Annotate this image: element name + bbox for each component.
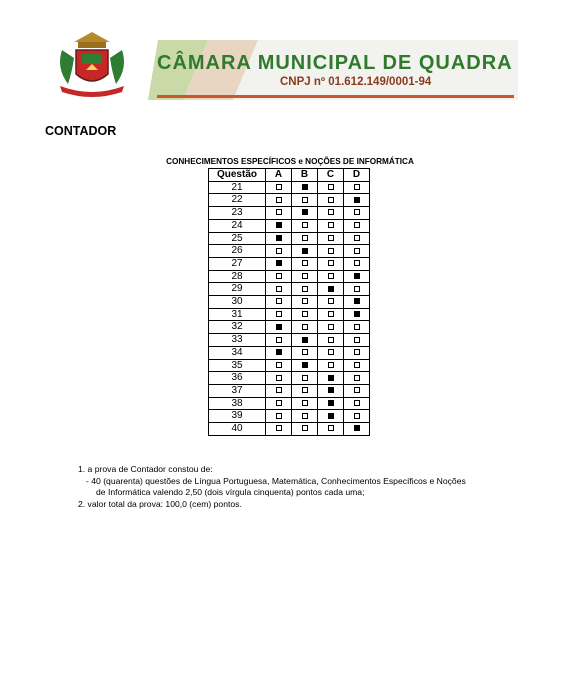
- option-b-cell: [292, 181, 318, 194]
- empty-checkbox-icon: [302, 197, 308, 203]
- option-d-cell: [344, 181, 370, 194]
- filled-checkbox-icon: [328, 413, 334, 419]
- option-b-cell: [292, 194, 318, 207]
- option-d-cell: [344, 283, 370, 296]
- option-b-cell: [292, 410, 318, 423]
- option-a-cell: [266, 334, 292, 347]
- option-b-cell: [292, 283, 318, 296]
- table-row: [209, 245, 370, 258]
- note-1: 1. a prova de Contador constou de:: [78, 464, 213, 474]
- option-a-cell: [266, 181, 292, 194]
- table-row: [209, 219, 370, 232]
- question-number: 25: [209, 232, 266, 245]
- empty-checkbox-icon: [276, 248, 282, 254]
- question-number: 30: [209, 296, 266, 309]
- option-c-cell: [318, 219, 344, 232]
- empty-checkbox-icon: [354, 400, 360, 406]
- option-c-cell: [318, 207, 344, 220]
- option-b-cell: [292, 384, 318, 397]
- empty-checkbox-icon: [276, 387, 282, 393]
- empty-checkbox-icon: [276, 337, 282, 343]
- filled-checkbox-icon: [302, 248, 308, 254]
- header-divider: [157, 95, 514, 98]
- empty-checkbox-icon: [354, 324, 360, 330]
- empty-checkbox-icon: [302, 273, 308, 279]
- question-number: 40: [209, 423, 266, 436]
- note-1-detail-continued: de Informática valendo 2,50 (dois vírgula cinquenta) pontos cada uma;: [96, 487, 365, 497]
- option-d-cell: [344, 321, 370, 334]
- empty-checkbox-icon: [276, 400, 282, 406]
- option-c-cell: [318, 397, 344, 410]
- empty-checkbox-icon: [302, 425, 308, 431]
- table-row: [209, 232, 370, 245]
- question-number: 21: [209, 181, 266, 194]
- empty-checkbox-icon: [276, 425, 282, 431]
- empty-checkbox-icon: [302, 222, 308, 228]
- option-c-cell: [318, 270, 344, 283]
- empty-checkbox-icon: [354, 286, 360, 292]
- filled-checkbox-icon: [302, 337, 308, 343]
- document-title: CONTADOR: [45, 124, 117, 138]
- option-c-cell: [318, 194, 344, 207]
- empty-checkbox-icon: [276, 184, 282, 190]
- option-d-cell: [344, 232, 370, 245]
- empty-checkbox-icon: [328, 184, 334, 190]
- option-d-cell: [344, 372, 370, 385]
- empty-checkbox-icon: [328, 425, 334, 431]
- filled-checkbox-icon: [276, 324, 282, 330]
- question-number: 24: [209, 219, 266, 232]
- option-a-cell: [266, 283, 292, 296]
- empty-checkbox-icon: [276, 273, 282, 279]
- option-a-cell: [266, 423, 292, 436]
- option-a-cell: [266, 296, 292, 309]
- empty-checkbox-icon: [328, 260, 334, 266]
- option-b-cell: [292, 423, 318, 436]
- empty-checkbox-icon: [354, 222, 360, 228]
- question-number: 33: [209, 334, 266, 347]
- header-d: D: [344, 169, 370, 182]
- empty-checkbox-icon: [302, 286, 308, 292]
- option-c-cell: [318, 181, 344, 194]
- option-d-cell: [344, 219, 370, 232]
- filled-checkbox-icon: [276, 222, 282, 228]
- question-number: 37: [209, 384, 266, 397]
- option-d-cell: [344, 423, 370, 436]
- empty-checkbox-icon: [354, 375, 360, 381]
- filled-checkbox-icon: [276, 349, 282, 355]
- header-a: A: [266, 169, 292, 182]
- table-row: [209, 181, 370, 194]
- option-d-cell: [344, 410, 370, 423]
- notes: [78, 464, 538, 510]
- filled-checkbox-icon: [328, 387, 334, 393]
- header-b: B: [292, 169, 318, 182]
- option-d-cell: [344, 270, 370, 283]
- table-row: [209, 257, 370, 270]
- question-number: 31: [209, 308, 266, 321]
- empty-checkbox-icon: [328, 324, 334, 330]
- filled-checkbox-icon: [302, 184, 308, 190]
- option-c-cell: [318, 232, 344, 245]
- empty-checkbox-icon: [302, 324, 308, 330]
- option-c-cell: [318, 334, 344, 347]
- empty-checkbox-icon: [276, 286, 282, 292]
- question-number: 39: [209, 410, 266, 423]
- option-b-cell: [292, 245, 318, 258]
- filled-checkbox-icon: [328, 400, 334, 406]
- option-b-cell: [292, 257, 318, 270]
- option-d-cell: [344, 194, 370, 207]
- table-row: [209, 194, 370, 207]
- filled-checkbox-icon: [354, 273, 360, 279]
- question-number: 27: [209, 257, 266, 270]
- filled-checkbox-icon: [354, 298, 360, 304]
- empty-checkbox-icon: [276, 362, 282, 368]
- empty-checkbox-icon: [354, 337, 360, 343]
- option-b-cell: [292, 296, 318, 309]
- table-row: [209, 397, 370, 410]
- empty-checkbox-icon: [328, 273, 334, 279]
- answer-key-table: [208, 168, 370, 436]
- empty-checkbox-icon: [328, 337, 334, 343]
- filled-checkbox-icon: [302, 209, 308, 215]
- option-a-cell: [266, 270, 292, 283]
- question-number: 35: [209, 359, 266, 372]
- note-2: 2. valor total da prova: 100,0 (cem) pontos.: [78, 498, 242, 509]
- option-a-cell: [266, 410, 292, 423]
- option-b-cell: [292, 346, 318, 359]
- option-a-cell: [266, 346, 292, 359]
- question-number: 34: [209, 346, 266, 359]
- empty-checkbox-icon: [302, 298, 308, 304]
- header-questao: Questão: [209, 169, 266, 182]
- option-b-cell: [292, 207, 318, 220]
- option-b-cell: [292, 321, 318, 334]
- question-number: 38: [209, 397, 266, 410]
- letterhead: [0, 0, 571, 110]
- table-row: [209, 270, 370, 283]
- municipal-crest-icon: [52, 28, 132, 100]
- table-header-row: [209, 169, 370, 182]
- filled-checkbox-icon: [354, 311, 360, 317]
- option-d-cell: [344, 207, 370, 220]
- option-d-cell: [344, 359, 370, 372]
- organization-cnpj: CNPJ nº 01.612.149/0001-94: [280, 76, 432, 88]
- section-title: CONHECIMENTOS ESPECÍFICOS e NOÇÕES DE INFORMÁTICA: [166, 157, 414, 166]
- table-row: [209, 346, 370, 359]
- empty-checkbox-icon: [354, 387, 360, 393]
- question-number: 32: [209, 321, 266, 334]
- empty-checkbox-icon: [354, 349, 360, 355]
- option-a-cell: [266, 321, 292, 334]
- option-b-cell: [292, 334, 318, 347]
- option-a-cell: [266, 232, 292, 245]
- option-c-cell: [318, 410, 344, 423]
- option-b-cell: [292, 270, 318, 283]
- option-c-cell: [318, 308, 344, 321]
- question-number: 23: [209, 207, 266, 220]
- empty-checkbox-icon: [328, 197, 334, 203]
- empty-checkbox-icon: [328, 311, 334, 317]
- empty-checkbox-icon: [354, 235, 360, 241]
- filled-checkbox-icon: [276, 235, 282, 241]
- option-c-cell: [318, 372, 344, 385]
- option-a-cell: [266, 359, 292, 372]
- option-a-cell: [266, 308, 292, 321]
- note-1-detail: - 40 (quarenta) questões de Língua Portuguesa, Matemática, Conhecimentos Específicos e Noções: [86, 475, 466, 486]
- table-row: [209, 423, 370, 436]
- empty-checkbox-icon: [328, 235, 334, 241]
- filled-checkbox-icon: [328, 375, 334, 381]
- option-c-cell: [318, 283, 344, 296]
- empty-checkbox-icon: [276, 311, 282, 317]
- option-a-cell: [266, 207, 292, 220]
- table-row: [209, 359, 370, 372]
- option-d-cell: [344, 308, 370, 321]
- empty-checkbox-icon: [302, 349, 308, 355]
- empty-checkbox-icon: [302, 375, 308, 381]
- option-a-cell: [266, 384, 292, 397]
- table-row: [209, 283, 370, 296]
- empty-checkbox-icon: [328, 222, 334, 228]
- option-d-cell: [344, 245, 370, 258]
- empty-checkbox-icon: [328, 298, 334, 304]
- table-row: [209, 372, 370, 385]
- filled-checkbox-icon: [354, 425, 360, 431]
- question-number: 28: [209, 270, 266, 283]
- empty-checkbox-icon: [354, 413, 360, 419]
- empty-checkbox-icon: [276, 209, 282, 215]
- option-c-cell: [318, 423, 344, 436]
- question-number: 29: [209, 283, 266, 296]
- option-a-cell: [266, 372, 292, 385]
- option-a-cell: [266, 194, 292, 207]
- table-row: [209, 384, 370, 397]
- option-b-cell: [292, 232, 318, 245]
- empty-checkbox-icon: [302, 387, 308, 393]
- empty-checkbox-icon: [328, 349, 334, 355]
- table-row: [209, 410, 370, 423]
- option-b-cell: [292, 372, 318, 385]
- empty-checkbox-icon: [328, 248, 334, 254]
- empty-checkbox-icon: [302, 413, 308, 419]
- option-d-cell: [344, 384, 370, 397]
- filled-checkbox-icon: [276, 260, 282, 266]
- empty-checkbox-icon: [354, 184, 360, 190]
- empty-checkbox-icon: [354, 209, 360, 215]
- option-c-cell: [318, 359, 344, 372]
- table-row: [209, 296, 370, 309]
- option-d-cell: [344, 346, 370, 359]
- option-b-cell: [292, 359, 318, 372]
- option-b-cell: [292, 219, 318, 232]
- option-c-cell: [318, 346, 344, 359]
- empty-checkbox-icon: [276, 375, 282, 381]
- table-row: [209, 207, 370, 220]
- option-a-cell: [266, 219, 292, 232]
- option-b-cell: [292, 308, 318, 321]
- option-b-cell: [292, 397, 318, 410]
- empty-checkbox-icon: [276, 298, 282, 304]
- option-d-cell: [344, 296, 370, 309]
- filled-checkbox-icon: [302, 362, 308, 368]
- empty-checkbox-icon: [354, 362, 360, 368]
- empty-checkbox-icon: [276, 413, 282, 419]
- header-c: C: [318, 169, 344, 182]
- empty-checkbox-icon: [302, 260, 308, 266]
- empty-checkbox-icon: [302, 400, 308, 406]
- option-a-cell: [266, 397, 292, 410]
- filled-checkbox-icon: [328, 286, 334, 292]
- table-row: [209, 308, 370, 321]
- option-c-cell: [318, 321, 344, 334]
- filled-checkbox-icon: [354, 197, 360, 203]
- empty-checkbox-icon: [328, 362, 334, 368]
- question-number: 22: [209, 194, 266, 207]
- option-a-cell: [266, 257, 292, 270]
- empty-checkbox-icon: [328, 209, 334, 215]
- option-a-cell: [266, 245, 292, 258]
- question-number: 26: [209, 245, 266, 258]
- empty-checkbox-icon: [276, 197, 282, 203]
- empty-checkbox-icon: [354, 248, 360, 254]
- option-d-cell: [344, 257, 370, 270]
- empty-checkbox-icon: [302, 311, 308, 317]
- organization-name: CÂMARA MUNICIPAL DE QUADRA: [157, 52, 513, 74]
- option-c-cell: [318, 245, 344, 258]
- option-c-cell: [318, 257, 344, 270]
- option-c-cell: [318, 296, 344, 309]
- table-row: [209, 321, 370, 334]
- option-d-cell: [344, 397, 370, 410]
- empty-checkbox-icon: [354, 260, 360, 266]
- option-d-cell: [344, 334, 370, 347]
- empty-checkbox-icon: [302, 235, 308, 241]
- option-c-cell: [318, 384, 344, 397]
- table-row: [209, 334, 370, 347]
- question-number: 36: [209, 372, 266, 385]
